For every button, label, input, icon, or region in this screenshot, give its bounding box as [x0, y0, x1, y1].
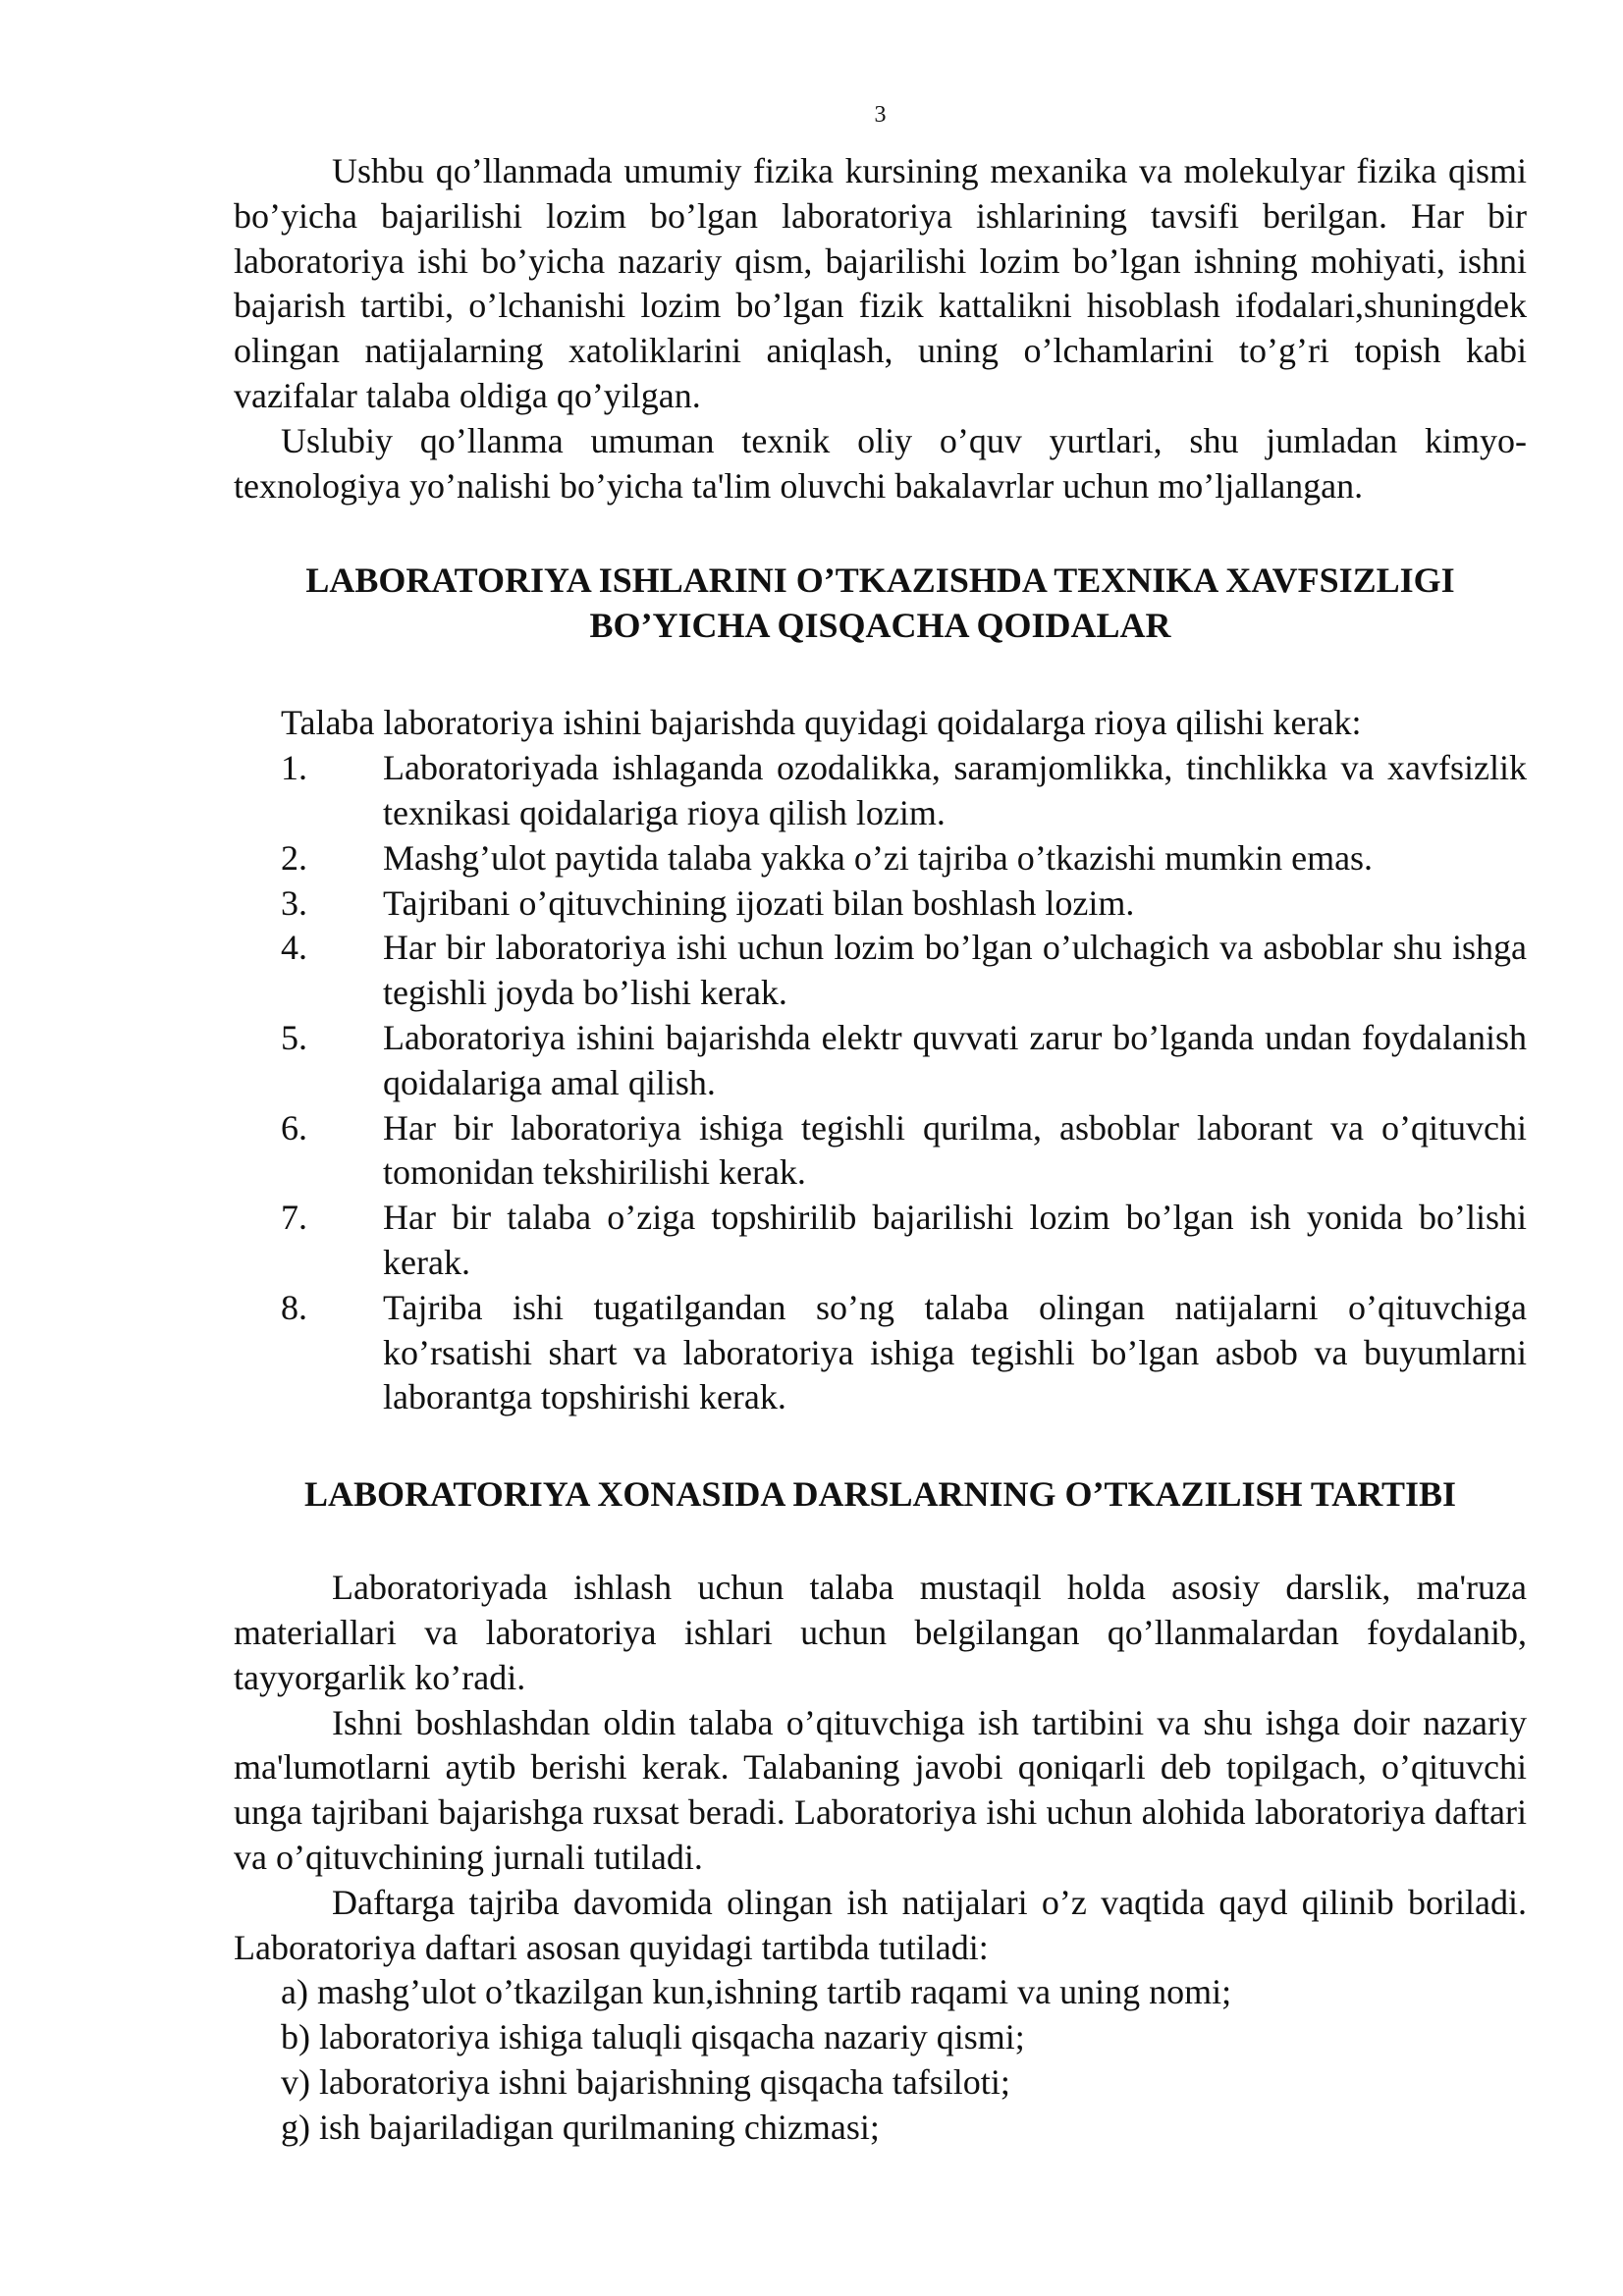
list-number: 4.: [281, 928, 307, 968]
list-item: [234, 1196, 1527, 1286]
list-text: Mashg’ulot paytida talaba yakka o’zi tajriba o’tkazishi mumkin emas.: [383, 837, 1374, 878]
list-item: [234, 1286, 1527, 1420]
list-text: Har bir laboratoriya ishiga tegishli qurilma, asboblar laborant va o’qituvchi tomonidan tekshirilishi kerak.: [383, 1107, 1527, 1193]
list-text: Har bir laboratoriya ishi uchun lozim bo’lgan o’ulchagich va asboblar shu ishga tegishli joyda bo’lishi kerak.: [383, 928, 1527, 1013]
list-text: Tajriba ishi tugatilgandan so’ng talaba olingan natijalarni o’qituvchiga ko’rsatishi shart va laboratoriya ishiga tegishli bo’lgan asbob va buyumlarni laborantga topshirishi kerak.: [383, 1287, 1527, 1417]
rules-intro: Talaba laboratoriya ishini bajarishda quyidagi qoidalarga rioya qilishi kerak:: [281, 703, 1362, 743]
list-number: 7.: [281, 1198, 307, 1238]
intro-paragraph: Uslubiy qo’llanma umuman texnik oliy o’quv yurtlari, shu jumladan kimyo-texnologiya yo’nalishi bo’yicha ta'lim oluvchi bakalavrlar uchun mo’ljallangan.: [234, 420, 1527, 506]
list-text: Har bir talaba o’ziga topshirilib bajarilishi lozim bo’lgan ish yonida bo’lishi kerak.: [383, 1198, 1527, 1282]
list-number: 1.: [281, 748, 307, 788]
list-number: 3.: [281, 882, 307, 923]
list-number: 6.: [281, 1107, 307, 1148]
section-heading-procedure: LABORATORIYA XONASIDA DARSLARNING O’TKAZILISH TARTIBI: [303, 1474, 1457, 1515]
heading-line: BO’YICHA QISQACHA QOIDALAR: [589, 606, 1171, 646]
list-item: [234, 926, 1527, 1016]
notebook-items-list: [234, 1970, 1527, 2150]
list-number: 2.: [281, 837, 307, 878]
section-heading-safety: [234, 558, 1527, 648]
list-item: v) laboratoriya ishni bajarishning qisqacha tafsiloti;: [281, 2061, 1010, 2102]
list-item: [234, 746, 1527, 836]
list-item: g) ish bajariladigan qurilmaning chizmasi;: [281, 2107, 880, 2147]
intro-paragraph: Ushbu qo’llanmada umumiy fizika kursining mexanika va molekulyar fizika qismi bo’yicha bajarilishi lozim bo’lgan laboratoriya ishlarining tavsifi berilgan. Har bir laboratoriya ishi bo’yicha nazariy qism, bajarilishi lozim bo’lgan ishning mohiyati, ishni bajarish tartibi, o’lchanishi lozim bo’lgan fizik kattalikni hisoblash ifodalari,shuningdek olingan natijalarning xatoliklarini aniqlash, uning o’lchamlarini to’g’ri topish kabi vazifalar talaba oldiga qo’yilgan.: [234, 151, 1527, 415]
list-text: Laboratoriyada ishlaganda ozodalikka, saramjomlikka, tinchlikka va xavfsizlik texnikasi qoidalariga rioya qilish lozim.: [383, 748, 1527, 832]
list-item: [234, 1016, 1527, 1106]
body-paragraph: Daftarga tajriba davomida olingan ish natijalari o’z vaqtida qayd qilinib boriladi. Laboratoriya daftari asosan quyidagi tartibda tutiladi:: [234, 1882, 1527, 1967]
list-text: Laboratoriya ishini bajarishda elektr quvvati zarur bo’lganda undan foydalanish qoidalariga amal qilish.: [383, 1017, 1527, 1102]
list-item: b) laboratoriya ishiga taluqli qisqacha nazariy qismi;: [281, 2017, 1025, 2057]
list-item: [234, 881, 1527, 927]
list-number: 5.: [281, 1017, 307, 1057]
body-paragraph: Laboratoriyada ishlash uchun talaba mustaqil holda asosiy darslik, ma'ruza materiallari va laboratoriya ishlari uchun belgilangan qo’llanmalardan foydalanib, tayyorgarlik ko’radi.: [234, 1568, 1527, 1697]
list-text: Tajribani o’qituvchining ijozati bilan boshlash lozim.: [383, 882, 1135, 923]
heading-line: LABORATORIYA ISHLARINI O’TKAZISHDA TEXNIKA XAVFSIZLIGI: [305, 561, 1455, 601]
body-paragraph: Ishni boshlashdan oldin talaba o’qituvchiga ish tartibini va shu ishga doir nazariy ma'lumotlarni aytib berishi kerak. Talabaning javobi qoniqarli deb topilgach, o’qituvchi unga tajribani bajarishga ruxsat beradi. Laboratoriya ishi uchun alohida laboratoriya daftari va o’qituvchining jurnali tutiladi.: [234, 1702, 1527, 1877]
page-number: 3: [874, 102, 887, 128]
list-item: a) mashg’ulot o’tkazilgan kun,ishning tartib raqami va uning nomi;: [281, 1972, 1232, 2012]
list-item: [234, 836, 1527, 881]
list-number: 8.: [281, 1287, 307, 1327]
list-item: [234, 1106, 1527, 1197]
rules-list: [234, 746, 1527, 1420]
